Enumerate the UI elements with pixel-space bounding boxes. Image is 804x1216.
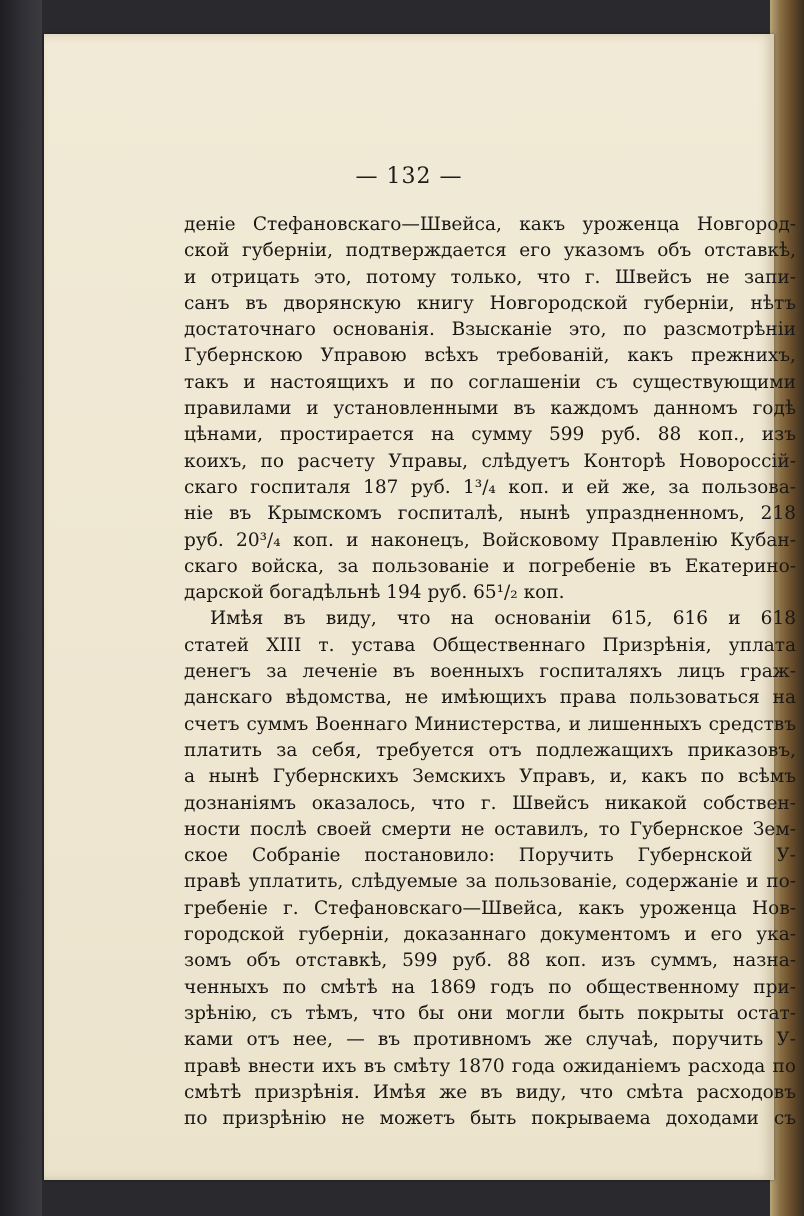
text-line: гребеніе г. Стефановскаго—Швейса, какъ уроженца Нов- bbox=[184, 897, 796, 919]
text-line: платить за себя, требуется отъ подлежащихъ приказовъ, bbox=[184, 739, 796, 761]
text-line: Имѣя въ виду, что на основаніи 615, 616 и 618 bbox=[210, 608, 796, 630]
text-line: денегъ за леченіе въ военныхъ госпиталяхъ лицъ граж- bbox=[184, 661, 796, 683]
text-line: данскаго вѣдомства, не имѣющихъ права пользоваться на bbox=[184, 687, 796, 709]
text-line: и отрицать это, потому только, что г. Швейсъ не запи- bbox=[184, 266, 796, 288]
text-line: руб. 20³/₄ коп. и наконецъ, Войсковому Правленію Кубан- bbox=[184, 529, 796, 551]
text-line: санъ въ дворянскую книгу Новгородской губерніи, нѣтъ bbox=[184, 292, 796, 314]
text-line: ское Собраніе постановило: Поручить Губернской У- bbox=[184, 845, 796, 867]
book-page bbox=[44, 34, 796, 1180]
text-line: счетъ суммъ Военнаго Министерства, и лишенныхъ средствъ bbox=[184, 713, 796, 735]
text-line: статей XIII т. устава Общественнаго Призрѣнія, уплата bbox=[184, 634, 796, 656]
text-line: городской губерніи, доказаннаго документомъ и его ука- bbox=[184, 924, 796, 946]
body-text bbox=[184, 212, 796, 1132]
scan-left-margin bbox=[0, 0, 42, 1216]
text-line: ности послѣ своей смерти не оставилъ, то Губернское Зем- bbox=[184, 818, 796, 840]
text-line: правѣ внести ихъ въ смѣту 1870 года ожиданіемъ расхода по bbox=[184, 1055, 796, 1077]
page-number: — 132 — bbox=[355, 164, 463, 189]
text-line: скаго госпиталя 187 руб. 1³/₄ коп. и ей же, за пользова- bbox=[184, 476, 796, 498]
text-line: ками отъ нее, — въ противномъ же случаѣ, поручить У- bbox=[184, 1029, 796, 1051]
text-line: зрѣнію, съ тѣмъ, что бы они могли быть покрыты остат- bbox=[184, 1002, 796, 1024]
text-line: Губернскою Управою всѣхъ требованій, какъ прежнихъ, bbox=[184, 345, 796, 367]
text-line: ніе въ Крымскомъ госпиталѣ, нынѣ упраздненномъ, 218 bbox=[184, 503, 796, 525]
text-line: ской губерніи, подтверждается его указомъ объ отставкѣ, bbox=[184, 240, 796, 262]
text-line: достаточнаго основанія. Взысканіе это, по разсмотрѣніи bbox=[184, 319, 796, 341]
text-line: такъ и настоящихъ и по соглашеніи съ существующими bbox=[184, 371, 796, 393]
text-line: а нынѣ Губернскихъ Земскихъ Управъ, и, какъ по всѣмъ bbox=[184, 766, 796, 788]
text-line: правѣ уплатить, слѣдуемые за пользованіе, содержаніе и по- bbox=[184, 871, 796, 893]
text-line: по призрѣнію не можетъ быть покрываема доходами съ bbox=[184, 1108, 796, 1130]
text-line: коихъ, по расчету Управы, слѣдуетъ Конторѣ Новороссій- bbox=[184, 450, 796, 472]
text-line: смѣтѣ призрѣнія. Имѣя же въ виду, что смѣта расходовъ bbox=[184, 1081, 796, 1103]
text-line: дознаніямъ оказалось, что г. Швейсъ никакой собствен- bbox=[184, 792, 796, 814]
text-line: дарской богадѣльнѣ 194 руб. 65¹/₂ коп. bbox=[184, 582, 565, 604]
text-line: скаго войска, за пользованіе и погребеніе въ Екатерино- bbox=[184, 555, 796, 577]
text-line: ченныхъ по смѣтѣ на 1869 годъ по общественному при- bbox=[184, 976, 796, 998]
text-line: правилами и установленными въ каждомъ данномъ годѣ bbox=[184, 398, 796, 420]
text-line: цѣнами, простирается на сумму 599 руб. 88 коп., изъ bbox=[184, 424, 796, 446]
text-line: деніе Стефановскаго—Швейса, какъ уроженца Новгород- bbox=[184, 214, 796, 235]
text-line: зомъ объ отставкѣ, 599 руб. 88 коп. изъ суммъ, назна- bbox=[184, 950, 796, 972]
